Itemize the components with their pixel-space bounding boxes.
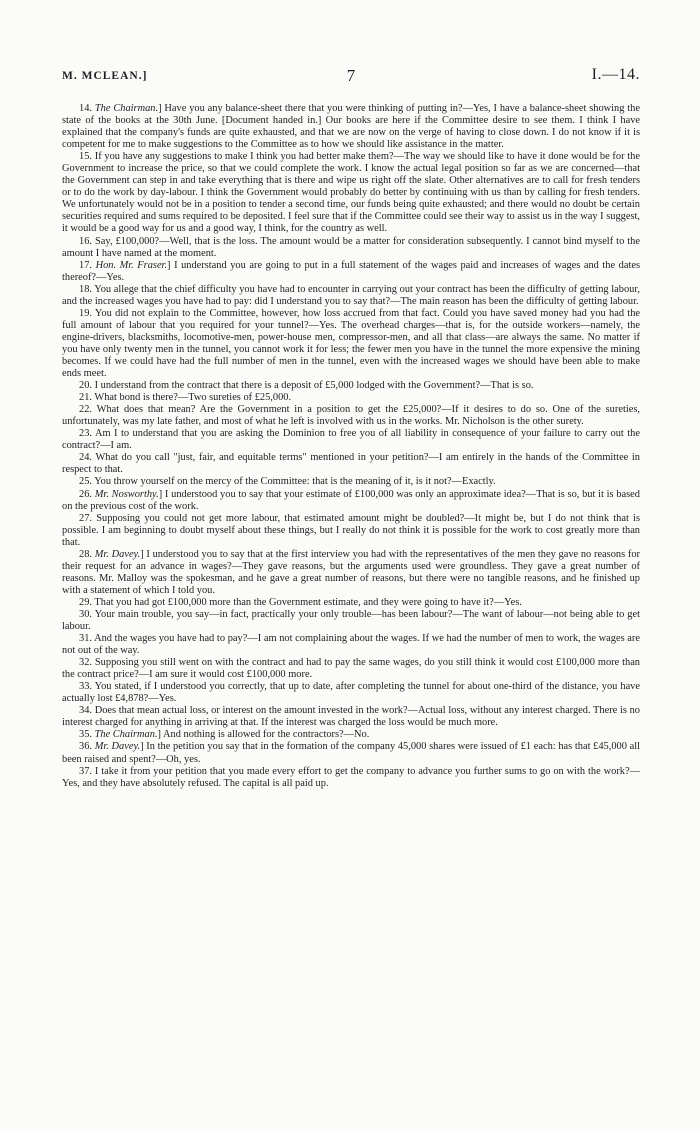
- question-number: 19.: [79, 307, 92, 319]
- question-number: 20.: [79, 380, 92, 392]
- question-paragraph: [62, 236, 640, 260]
- question-number: 17.: [79, 259, 92, 271]
- question-number: 16.: [79, 235, 92, 247]
- question-number: 37.: [79, 765, 92, 777]
- speaker-name: Mr. Nosworthy.: [94, 488, 159, 500]
- paragraph-text: What bond is there?—Two sureties of £25,000.: [94, 392, 292, 404]
- question-number: 27.: [79, 512, 92, 524]
- question-paragraph: [62, 284, 640, 308]
- paragraph-text: I understood you to say that at the first interview you had with the representatives of the men they gave no reasons for their request for an advance in wages?—They gave reasons, but the arguments used were groundless. They gave a great number of reasons. Mr. Malloy was the spokesman, and he gave a great number of reasons, but there were no tangible reasons, and he finished up with a statement of which I told you.: [62, 548, 641, 596]
- question-paragraph: [62, 705, 640, 729]
- paragraph-text: Supposing you could not get more labour, that estimated amount might be doubled?—It might be, but I do not think that is possible. I am beginning to doubt myself about these things, but I really do not think it is possible for the work to cost greatly more than that.: [62, 512, 640, 548]
- paragraph-text: You did not explain to the Committee, however, how loss accrued from that fact. Could you have saved money had you had the full amount of labour that you required for your tunnel?—Yes. The overhead charges—that is, for the outside workers—namely, the engine-drivers, blacksmiths, locomotive-men, power-house men, compressor-men, and all that class—are always the same. No matter if you have only twenty men in the tunnel, you cannot work it for less; the fewer men you have in the tunnel the more expensive the mining becomes. If we could have had the full number of men in the tunnel, even with the increased wages we should have been able to make ends meet.: [62, 307, 641, 380]
- question-number: 14.: [79, 103, 92, 114]
- speaker-name: Mr. Davey.: [94, 548, 141, 560]
- question-number: 15.: [79, 151, 92, 163]
- question-number: 22.: [79, 404, 92, 416]
- paragraph-text: Your main trouble, you say—in fact, practically your only trouble—has been labour?—The want of labour—not being able to get labour.: [62, 608, 640, 633]
- question-number: 35.: [79, 729, 92, 741]
- question-paragraph: [62, 151, 640, 235]
- question-paragraph: [62, 633, 640, 657]
- question-number: 26.: [79, 488, 92, 500]
- question-paragraph: [62, 609, 640, 633]
- paragraph-text: You stated, if I understood you correctly, that up to date, after completing the tunnel for about one-third of the distance, you have actually lost £4,878?—Yes.: [62, 681, 640, 705]
- paragraph-text: That you had got £100,000 more than the Government estimate, and they were going to have it?—Yes.: [94, 596, 522, 608]
- paragraph-text: I understand you are going to put in a full statement of the wages paid and increases of wages and the dates thereof?—Yes.: [62, 259, 641, 283]
- paragraph-text: What do you call "just, fair, and equitable terms" mentioned in your petition?—I am entirely in the hands of the Committee in respect to that.: [62, 452, 640, 476]
- paragraph-text: I understood you to say that your estimate of £100,000 was only an approximate idea?—That is so, but it is based on the previous cost of the work.: [62, 488, 640, 512]
- paragraph-text: If you have any suggestions to make I think you had better make them?—The way we should like to have it done would be for the Government to increase the price, so that we could complete the work. I know the actual legal position so far as we are concerned—that the Government can step in and take everything that is there and wipe us right off the slate. Other alternatives are to call for fresh tenders or to do the work by day-labour. I think the Government would probably do better by continuing with us than by calling for fresh tenders. We unfortunately would not be in a position to tender a second time, our funds being quite exhausted; and there would no doubt be certain securities required and sums required to be deposited. I feel sure that if the Committee could see their way to assist us in the way I suggest, it would be a good way for us and a good way, I think, for the country as well.: [62, 151, 640, 235]
- question-paragraph: 36. Mr. Davey.] In the petition you say that in the formation of the company 45,000 shares were issued of £1 each: has that £45,000 all been raised and spent?—Oh, yes.: [62, 741, 640, 765]
- paragraph-text: Supposing you still went on with the contract and had to pay the same wages, do you still think it would cost £100,000 more than the contract price?—I am sure it would cost £100,000 more.: [62, 657, 640, 681]
- question-paragraph: 17. Hon. Mr. Fraser.] I understand you are going to put in a full statement of the wages paid and increases of wages and the dates thereof?—Yes.: [62, 259, 641, 283]
- page-header: [62, 66, 640, 90]
- question-paragraph: [62, 452, 640, 476]
- question-number: 30.: [79, 608, 92, 620]
- question-number: 23.: [79, 428, 92, 440]
- question-number: 33.: [79, 681, 92, 693]
- question-paragraph: [62, 597, 640, 609]
- speaker-name: Mr. Davey.: [94, 741, 141, 753]
- question-number: 29.: [79, 596, 92, 608]
- question-number: 25.: [79, 476, 92, 488]
- paragraph-text: I understand from the contract that there is a deposit of £5,000 lodged with the Government?—That is so.: [94, 380, 534, 392]
- question-number: 28.: [79, 548, 92, 560]
- question-number: 31.: [79, 633, 92, 645]
- question-paragraph: 26. Mr. Nosworthy.] I understood you to say that your estimate of £100,000 was only an approximate idea?—That is so, but it is based on the previous cost of the work.: [62, 488, 640, 512]
- paragraph-text: Say, £100,000?—Well, that is the loss. The amount would be a matter for consideration subsequently. I cannot bind myself to the amount I have named at the moment.: [62, 235, 640, 259]
- question-number: 36.: [79, 741, 92, 753]
- question-number: 34.: [79, 705, 92, 717]
- paragraph-text: And nothing is allowed for the contractors?—No.: [163, 729, 370, 741]
- speaker-name: Hon. Mr. Fraser.: [95, 259, 168, 271]
- question-paragraph: [62, 513, 640, 549]
- question-paragraph: [62, 428, 640, 452]
- paragraph-text: And the wages you have had to pay?—I am not complaining about the wages. If we had the number of men to work, the wages are not out of the way.: [62, 633, 640, 657]
- document-body: [62, 103, 640, 790]
- question-number: 24.: [79, 452, 92, 464]
- question-paragraph: [62, 392, 640, 404]
- paragraph-text: In the petition you say that in the formation of the company 45,000 shares were issued of £1 each: has that £45,000 all been raised and spent?—Oh, yes.: [62, 741, 640, 765]
- paragraph-text: You allege that the chief difficulty you have had to encounter in carrying out your contract has been the difficulty of getting labour, and the increased wages you have had to pay: did I understand you to say that?—The main reason has been the difficulty of getting labour.: [62, 283, 640, 307]
- paragraph-text: I take it from your petition that you made every effort to get the company to advance you further sums to go on with the work?—Yes, and they have absolutely refused. The capital is all paid up.: [62, 765, 640, 789]
- paragraph-text: Have you any balance-sheet there that you were thinking of putting in?—Yes, I have a balance-sheet showing the state of the books at the 30th June. [Document handed in.] Our books are here if the Committee desire to see them. I think I have explained that the company's funds are quite exhausted, and that we are now on the verge of having to close down. I do not know if it is competent for me to make suggestions to the Committee as to how we should like assistance in the matter.: [62, 103, 640, 151]
- paragraph-text: Am I to understand that you are asking the Dominion to free you of all liability in consequence of your failure to carry out the contract?—I am.: [62, 428, 640, 452]
- question-paragraph: [62, 404, 640, 428]
- question-paragraph: [62, 476, 640, 488]
- question-paragraph: 35. The Chairman.] And nothing is allowed for the contractors?—No.: [79, 729, 370, 741]
- question-paragraph: [62, 766, 640, 790]
- paragraph-text: You throw yourself on the mercy of the Committee: that is the meaning of it, is it not?—Exactly.: [94, 476, 496, 488]
- header-witness: M. MCLEAN.]: [62, 70, 148, 82]
- page-number: 7: [346, 66, 356, 85]
- question-paragraph: [62, 657, 640, 681]
- question-number: 21.: [79, 392, 92, 404]
- question-paragraph: 28. Mr. Davey.] I understood you to say that at the first interview you had with the representatives of the men they gave no reasons for their request for an advance in wages?—They gave reasons, but the arguments used were groundless. They gave a great number of reasons. Mr. Malloy was the spokesman, and he gave a great number of reasons, but there were no tangible reasons, and he finished up with a statement of which I told you.: [62, 548, 641, 596]
- paragraph-text: Does that mean actual loss, or interest on the amount invested in the work?—Actual loss, without any interest charged. There is no interest charged for anything in arriving at that. If the interest was charged the loss would be much more.: [62, 705, 640, 729]
- speaker-name: The Chairman.: [94, 729, 158, 741]
- question-paragraph: [62, 681, 640, 705]
- question-paragraph: [62, 380, 640, 392]
- question-number: 18.: [79, 283, 92, 295]
- paragraph-text: What does that mean? Are the Government in a position to get the £25,000?—If it desires to do so. One of the sureties, unfortunately, was my late father, and most of what he left is involved with us in the works. Mr. Nicholson is the other surety.: [62, 404, 640, 428]
- question-paragraph: [62, 308, 640, 380]
- question-number: 32.: [79, 657, 92, 669]
- paper-reference: I.—14.: [591, 66, 640, 83]
- speaker-name: The Chairman.: [94, 103, 159, 114]
- question-paragraph: 14. The Chairman.] Have you any balance-sheet there that you were thinking of putting in?—Yes, I have a balance-sheet showing the state of the books at the 30th June. [Document handed in.] Our books are here if the Committee desire to see them. I think I have explained that the company's funds are quite exhausted, and that we are now on the verge of having to close down. I do not know if it is competent for me to make suggestions to the Committee as to how we should like assistance in the matter.: [62, 103, 640, 151]
